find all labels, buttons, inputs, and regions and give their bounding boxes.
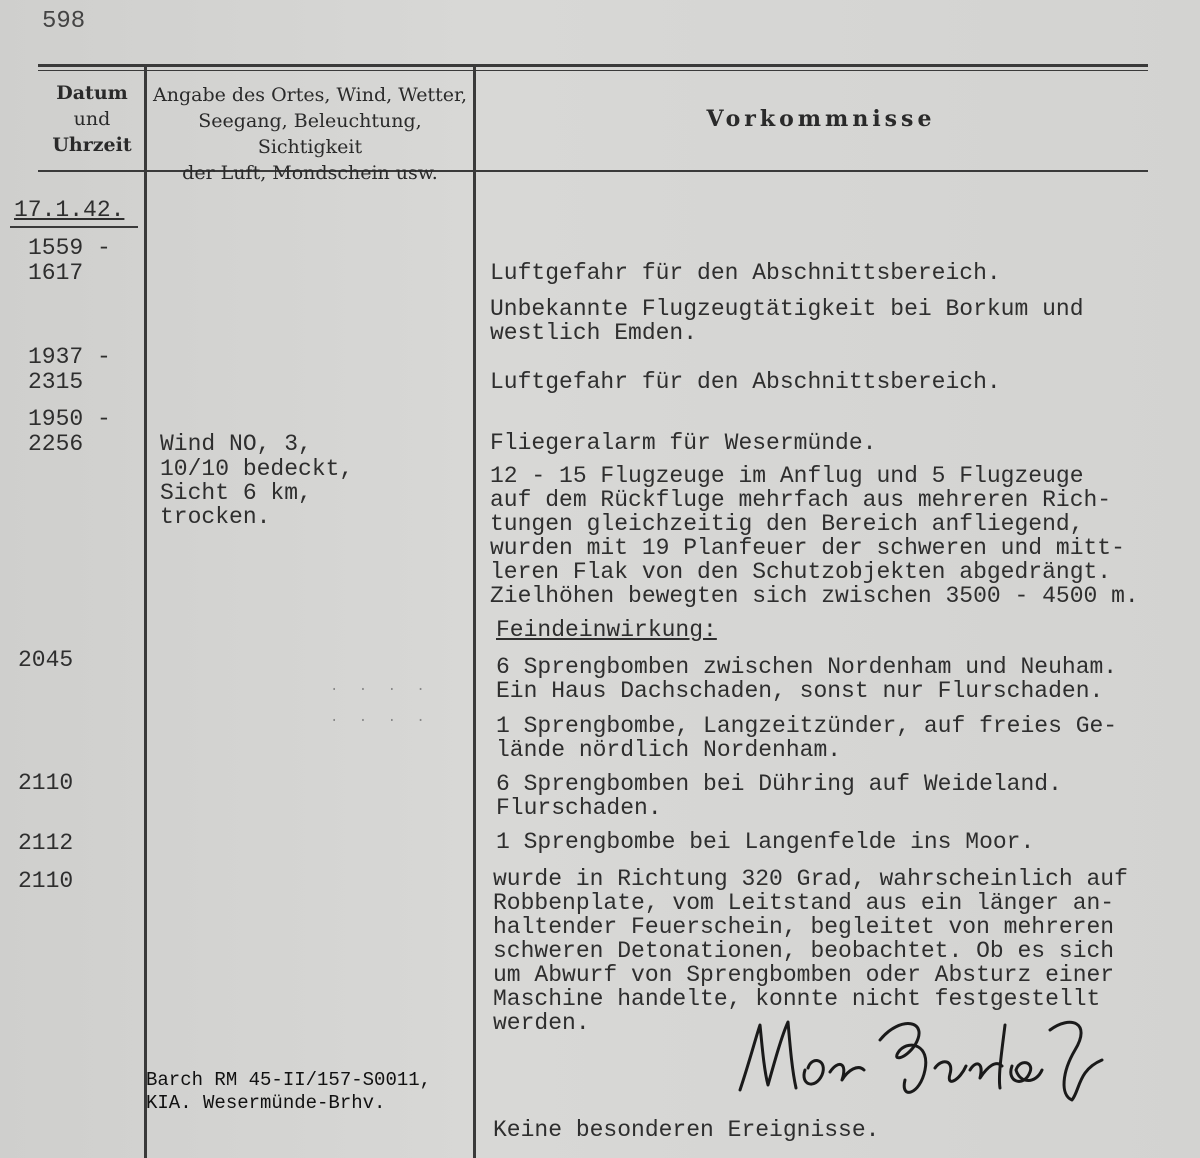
header-location-line3: der Luft, Mondschein usw. (182, 162, 438, 184)
event-1: Luftgefahr für den Abschnittsbereich. (490, 260, 1001, 286)
time-2-end: 2315 (28, 369, 84, 395)
event-12: Keine besonderen Ereignisse. (493, 1117, 880, 1143)
time-6: 2112 (18, 830, 74, 856)
weather-line-2: 10/10 bedeckt, (160, 456, 354, 482)
event-2-line-2: westlich Emden. (490, 320, 698, 346)
event-5-line-4: wurden mit 19 Planfeuer der schweren und mitt- (490, 535, 1125, 561)
entry-date: 17.1.42. (14, 197, 125, 223)
event-9-line-2: Flurschaden. (496, 795, 662, 821)
column-divider-2 (473, 66, 476, 1158)
event-8-line-2: lände nördlich Nordenham. (496, 737, 842, 763)
event-11-line-7: werden. (493, 1010, 590, 1036)
archive-reference-line-1: Barch RM 45-II/157-S0011, (146, 1069, 432, 1091)
time-1-end: 1617 (28, 260, 84, 286)
event-11-line-5: um Abwurf von Sprengbomben oder Absturz einer (493, 962, 1115, 988)
event-11-line-3: haltender Feuerschein, begleitet von mehreren (493, 914, 1115, 940)
event-11-line-1: wurde in Richtung 320 Grad, wahrscheinlich auf (493, 866, 1128, 892)
event-5-line-1: 12 - 15 Flugzeuge im Anflug und 5 Flugzeuge (490, 463, 1084, 489)
time-3-start: 1950 - (28, 406, 111, 432)
top-rule-thin (38, 70, 1148, 71)
event-7-line-1: 6 Sprengbomben zwischen Nordenham und Neuham. (496, 654, 1118, 680)
column-header-events: Vorkommnisse (706, 106, 936, 132)
event-5-line-3: tungen gleichzeitig den Bereich anfliegend, (490, 511, 1084, 537)
event-8-line-1: 1 Sprengbombe, Langzeitzünder, auf freies Ge- (496, 713, 1118, 739)
archive-reference-line-2: KIA. Wesermünde-Brhv. (146, 1092, 386, 1114)
column-header-date (38, 80, 146, 158)
page-number: 598 (42, 8, 86, 35)
header-date-line2: und (73, 108, 111, 130)
time-5: 2110 (18, 770, 74, 796)
date-underline (10, 226, 138, 228)
event-5-line-2: auf dem Rückfluge mehrfach aus mehreren Rich- (490, 487, 1112, 513)
header-date-line3: Uhrzeit (52, 134, 132, 156)
event-11-line-6: Maschine handelte, konnte nicht festgestellt (493, 986, 1101, 1012)
header-location-line2: Seegang, Beleuchtung, Sichtigkeit (198, 110, 422, 158)
event-11-line-2: Robbenplate, vom Leitstand aus ein länger an- (493, 890, 1115, 916)
time-2-start: 1937 - (28, 344, 111, 370)
column-divider-1 (144, 66, 147, 1158)
event-11-line-4: schweren Detonationen, beobachtet. Ob es sich (493, 938, 1115, 964)
event-5-line-5: leren Flak von den Schutzobjekten abgedrängt. (490, 559, 1112, 585)
time-7: 2110 (18, 868, 74, 894)
faint-dots-1: · · · · (330, 682, 431, 698)
weather-line-3: Sicht 6 km, (160, 480, 312, 506)
time-3-end: 2256 (28, 431, 84, 457)
enemy-action-heading: Feindeinwirkung: (496, 617, 717, 643)
event-5-line-6: Zielhöhen bewegten sich zwischen 3500 - 4500 m. (490, 583, 1139, 609)
event-7-line-2: Ein Haus Dachschaden, sonst nur Flurschaden. (496, 678, 1104, 704)
faint-dots-2: · · · · (330, 713, 431, 729)
event-3: Luftgefahr für den Abschnittsbereich. (490, 369, 1001, 395)
top-rule (38, 64, 1148, 67)
event-10: 1 Sprengbombe bei Langenfelde ins Moor. (496, 829, 1035, 855)
archive-reference (146, 1069, 431, 1115)
weather-line-4: trocken. (160, 504, 271, 530)
event-4: Fliegeralarm für Wesermünde. (490, 430, 877, 456)
weather-line-1: Wind NO, 3, (160, 431, 312, 457)
header-date-line1: Datum (56, 82, 128, 104)
header-location-line1: Angabe des Ortes, Wind, Wetter, (153, 84, 467, 106)
column-header-location (146, 82, 474, 186)
event-2-line-1: Unbekannte Flugzeugtätigkeit bei Borkum und (490, 296, 1084, 322)
time-4: 2045 (18, 647, 74, 673)
handwritten-signature (730, 1000, 1130, 1110)
time-1-start: 1559 - (28, 235, 111, 261)
event-9-line-1: 6 Sprengbomben bei Dühring auf Weideland. (496, 771, 1062, 797)
